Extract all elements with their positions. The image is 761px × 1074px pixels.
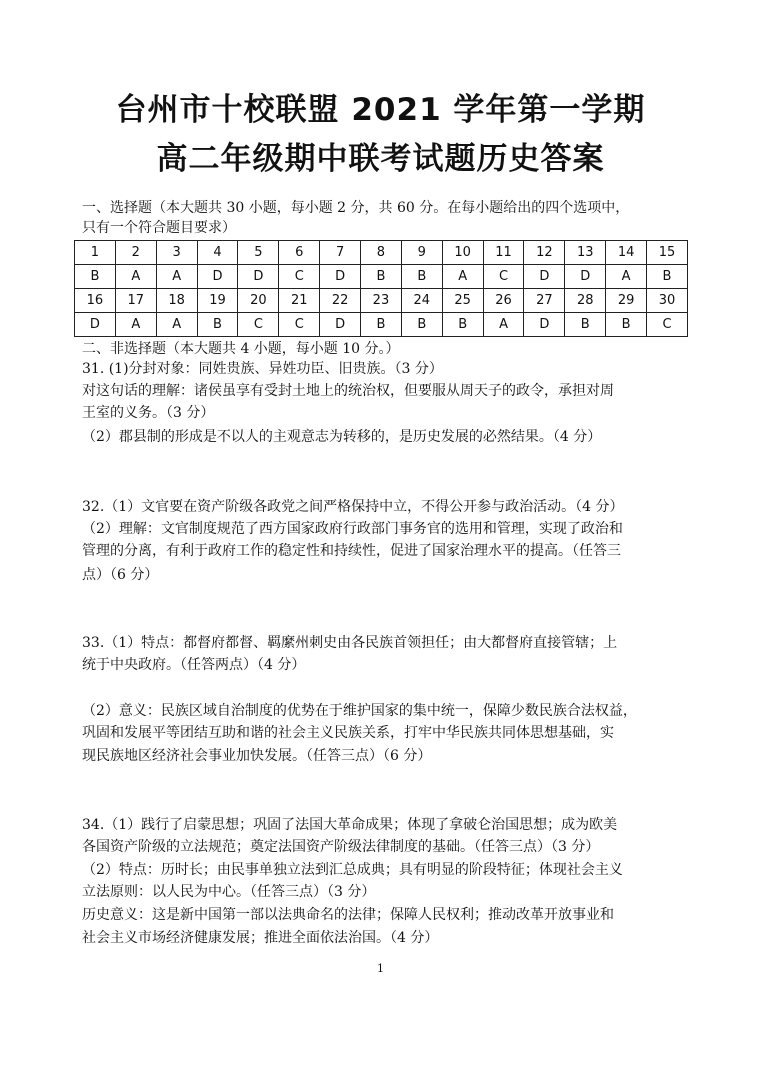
answer-cell: C (279, 265, 320, 289)
q34-line2: 各国资产阶级的立法规范；奠定法国资产阶级法律制度的基础。（任答三点）（3 分） (82, 839, 600, 855)
question-number-cell: 19 (197, 289, 238, 313)
question-number-cell: 13 (565, 241, 606, 265)
answer-cell: D (524, 313, 565, 337)
q33-line4: 巩固和发展平等团结互助和谐的社会主义民族关系，打牢中华民族共同体思想基础，实 (82, 725, 614, 741)
q32-line1: 32.（1）文官要在资产阶级各政党之间严格保持中立，不得公开参与政治活动。（4 分） (82, 499, 624, 515)
q34-line3: （2）特点：历时长；由民事单独立法到汇总成典；具有明显的阶段特征；体现社会主义 (82, 862, 623, 878)
answer-cell: D (197, 265, 238, 289)
question-number-cell: 21 (279, 289, 320, 313)
answer-cell: B (606, 313, 647, 337)
question-number-cell: 3 (156, 241, 197, 265)
answer-cell: C (647, 313, 688, 337)
answer-cell: B (401, 265, 442, 289)
answer-cell: C (279, 313, 320, 337)
answer-row-letters-1 (75, 265, 688, 289)
question-number-cell: 26 (483, 289, 524, 313)
answer-row-numbers-1 (75, 241, 688, 265)
section2-heading: 二、非选择题（本大题共 4 小题，每小题 10 分。） (82, 341, 400, 357)
question-number-cell: 4 (197, 241, 238, 265)
question-number-cell: 17 (115, 289, 156, 313)
q33-line5: 现民族地区经济社会事业加快发展。（任答三点）（6 分） (82, 748, 432, 764)
answer-cell: B (565, 313, 606, 337)
answer-cell: B (442, 313, 483, 337)
answer-cell: A (442, 265, 483, 289)
answer-cell: D (565, 265, 606, 289)
q32-line2: （2）理解：文官制度规范了西方国家政府行政部门事务官的选用和管理，实现了政治和 (82, 521, 623, 537)
answer-cell: D (524, 265, 565, 289)
section1-intro-line2: 只有一个符合题目要求） (82, 220, 236, 236)
question-number-cell: 6 (279, 241, 320, 265)
q34-line5: 历史意义：这是新中国第一部以法典命名的法律；保障人民权利；推动改革开放事业和 (82, 907, 614, 923)
question-number-cell: 8 (361, 241, 402, 265)
question-number-cell: 7 (320, 241, 361, 265)
question-number-cell: 15 (647, 241, 688, 265)
question-number-cell: 23 (361, 289, 402, 313)
answer-cell: D (238, 265, 279, 289)
answer-cell: A (115, 313, 156, 337)
answer-cell: A (115, 265, 156, 289)
answer-cell: B (361, 313, 402, 337)
question-number-cell: 20 (238, 289, 279, 313)
answer-cell: C (238, 313, 279, 337)
question-number-cell: 10 (442, 241, 483, 265)
q31-line2: 对这句话的理解：诸侯虽享有受封土地上的统治权，但要服从周天子的政令，承担对周 (82, 383, 614, 399)
question-number-cell: 14 (606, 241, 647, 265)
answer-cell: A (156, 313, 197, 337)
q34-line4: 立法原则：以人民为中心。（任答三点）（3 分） (82, 884, 376, 900)
q31-line4: （2）郡县制的形成是不以人的主观意志为转移的，是历史发展的必然结果。（4 分） (82, 429, 602, 445)
q31-line1: 31. (1)分封对象：同姓贵族、异姓功臣、旧贵族。（3 分） (82, 361, 443, 377)
question-number-cell: 25 (442, 289, 483, 313)
answer-cell: B (401, 313, 442, 337)
answer-row-numbers-2 (75, 289, 688, 313)
page-subtitle: 高二年级期中联考试题历史答案 (156, 141, 605, 177)
q34-line1: 34.（1）践行了启蒙思想；巩固了法国大革命成果；体现了拿破仑治国思想；成为欧美 (82, 817, 618, 833)
q34-line6: 社会主义市场经济健康发展；推进全面依法治国。（4 分） (82, 930, 439, 946)
answer-cell: B (361, 265, 402, 289)
question-number-cell: 16 (75, 289, 116, 313)
question-number-cell: 12 (524, 241, 565, 265)
q32-line3: 管理的分离，有利于政府工作的稳定性和持续性，促进了国家治理水平的提高。（任答三 (82, 543, 621, 559)
question-number-cell: 29 (606, 289, 647, 313)
q33-line1: 33.（1）特点：都督府都督、羁縻州刺史由各民族首领担任；由大都督府直接管辖；上 (82, 635, 618, 651)
answer-cell: A (156, 265, 197, 289)
question-number-cell: 1 (75, 241, 116, 265)
question-number-cell: 9 (401, 241, 442, 265)
page-title: 台州市十校联盟 2021 学年第一学期 (115, 92, 646, 128)
answer-row-letters-2 (75, 313, 688, 337)
answer-cell: D (320, 313, 361, 337)
answer-table (74, 240, 688, 337)
question-number-cell: 5 (238, 241, 279, 265)
answer-cell: B (197, 313, 238, 337)
q33-line2: 统于中央政府。（任答两点）（4 分） (82, 657, 306, 673)
answer-cell: C (483, 265, 524, 289)
answer-cell: A (483, 313, 524, 337)
question-number-cell: 30 (647, 289, 688, 313)
answer-cell: D (320, 265, 361, 289)
question-number-cell: 22 (320, 289, 361, 313)
answer-cell: D (75, 313, 116, 337)
question-number-cell: 18 (156, 289, 197, 313)
question-number-cell: 24 (401, 289, 442, 313)
question-number-cell: 2 (115, 241, 156, 265)
q32-line4: 点）（6 分） (82, 567, 159, 583)
question-number-cell: 27 (524, 289, 565, 313)
q33-line3: （2）意义：民族区域自治制度的优势在于维护国家的集中统一，保障少数民族合法权益， (82, 703, 637, 719)
question-number-cell: 28 (565, 289, 606, 313)
question-number-cell: 11 (483, 241, 524, 265)
page-number: 1 (377, 962, 384, 975)
answer-cell: B (75, 265, 116, 289)
q31-line3: 王室的义务。（3 分） (82, 405, 215, 421)
section1-intro-line1: 一、选择题（本大题共 30 小题，每小题 2 分，共 60 分。在每小题给出的四个选项中， (82, 200, 630, 216)
answer-cell: B (647, 265, 688, 289)
answer-cell: A (606, 265, 647, 289)
